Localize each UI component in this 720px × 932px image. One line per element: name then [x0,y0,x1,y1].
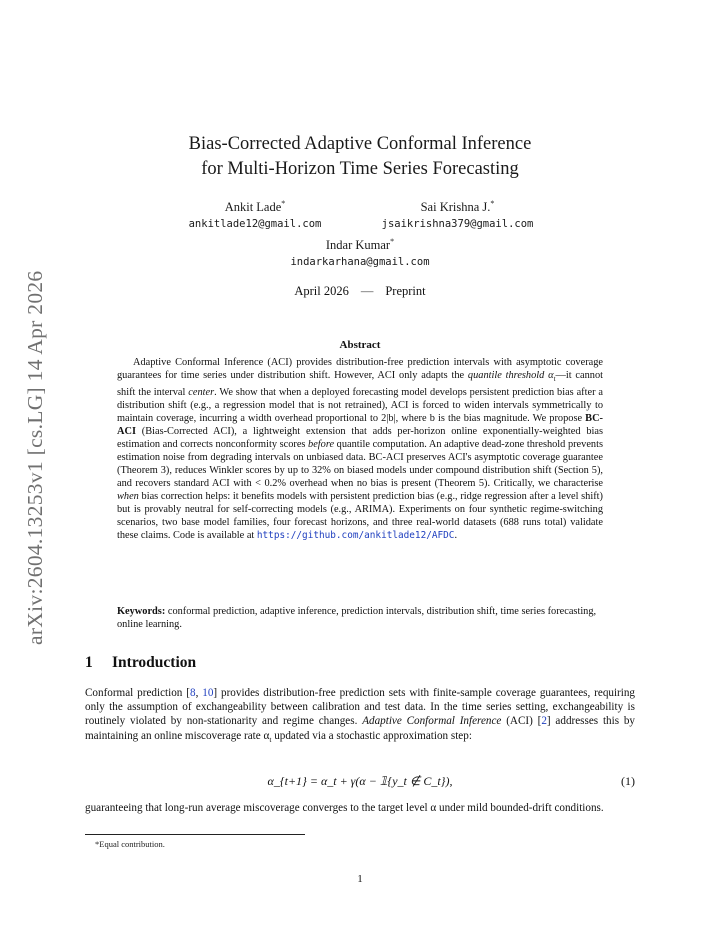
section-number: 1 [85,654,93,671]
body-text: updated via a stochastic approximation step: [271,729,472,742]
equation-number: (1) [621,774,635,788]
author-block-3 [260,237,460,268]
author-mark: * [281,199,286,208]
citation-link[interactable]: 10 [202,687,214,699]
citation-link[interactable]: 2 [541,715,547,728]
code-link[interactable]: https://github.com/ankitlade12/AFDC [256,530,455,542]
publication-status: Preprint [385,284,426,298]
equation-1 [85,774,635,792]
method-name: BC-ACI [117,413,603,438]
abstract-heading: Abstract [339,339,381,351]
body-subscript: t [269,734,272,744]
body-text: (ACI) [ [501,715,542,728]
abstract-text: . [454,530,458,542]
page-number: 1 [357,873,363,885]
author-name: Sai Krishna J. [420,200,491,215]
body-emphasis: Adaptive Conformal Inference [362,715,502,728]
author-mark: * [490,199,495,208]
abstract-emphasis: when [117,491,139,503]
author-name: Ankit Lade [224,200,282,215]
date-separator: — [360,284,374,298]
section-heading-introduction [85,654,196,672]
intro-paragraph-1 [85,686,635,747]
section-title: Introduction [112,654,197,671]
author-email[interactable]: ankitlade12@gmail.com [188,218,322,231]
abstract-text: Adaptive Conformal Inference (ACI) provides distribution-free prediction intervals with asymptotic coverage guarantees for time series under distribution shift. However, ACI only adapts the [117,357,603,381]
author-block-2 [355,199,560,230]
abstract-symbol: α [544,370,554,381]
footnote: *Equal contribution. [95,839,165,849]
paper-title-line-1: Bias-Corrected Adaptive Conformal Inference [188,134,532,154]
abstract-text: quantile computation. An adaptive dead-zone threshold prevents estimation noise from degrading intervals on unbiased data. BC-ACI preserves ACI's asymptotic coverage guarantee (Theorem 3), reduces Winkler scores by up to 32% on biased models under compound distribution shift (Section 5), and recovers standard ACI with < 0.2% overhead when no bias is present (Theorem 5). Critically, we characterise [117,439,603,490]
body-text: , [195,687,203,699]
abstract-emphasis: quantile threshold [467,370,545,381]
body-text: ] provides distribution-free prediction sets with finite-sample coverage guarantees, requiring only the assumption of exchangeability between calibration and test data. In the time series setting, exchangeability is routinely violated by non-stationarity and regime changes. [85,687,636,728]
abstract-text: —it cannot shift the interval [117,370,604,399]
keywords-list: conformal prediction, adaptive inference, prediction intervals, distribution shift, time series forecasting, online learning. [117,606,597,630]
body-text: Conformal prediction [ [85,687,190,699]
abstract-subscript: t [553,375,556,384]
publication-date: April 2026 [294,284,349,298]
keywords-label: Keywords: [117,606,166,617]
author-mark: * [390,237,395,246]
abstract-emphasis: before [308,439,335,451]
abstract-emphasis: center [188,387,215,399]
citation-link[interactable]: 8 [189,687,196,699]
author-name: Indar Kumar [325,238,391,253]
abstract-text: bias correction helps: it benefits models with persistent prediction bias (e.g., ridge regression after a level shift) but is provably neutral for self-correcting models (e.g., ARIMA). Experiments on four synthetic regime-switching scenarios, two base model families, four forecast horizons, and three real-world datasets (688 runs total) validate these claims. Code is available at [117,491,603,542]
keywords [117,605,603,631]
footnote-rule [85,834,305,835]
abstract-text: (Bias-Corrected ACI), a lightweight extension that adds per-horizon online exponentially-weighted bias estimation and corrects nonconformity scores [117,426,603,451]
author-email[interactable]: indarkarhana@gmail.com [290,256,430,269]
arxiv-identifier: arXiv:2604.13253v1 [cs.LG] 14 Apr 2026 [23,270,47,645]
author-email[interactable]: jsaikrishna379@gmail.com [381,218,534,231]
author-block-1 [165,199,345,230]
equation-body: α_{t+1} = α_t + γ(α − 𝟙{y_t ∉ C_t}), [267,774,453,788]
paper-title-line-2: for Multi-Horizon Time Series Forecasting [201,159,519,179]
abstract-text: . We show that when a deployed forecasting model develops persistent prediction bias after a distribution shift (e.g., a regression model that is not retrained), ACI is forced to widen intervals symmetrically to maintain coverage, incurring a width overhead proportional to 2|b|, where b is the bias magnitude. We propose [117,387,603,425]
body-text: ] addresses this by maintaining an online miscoverage rate α [85,715,635,742]
date-line [160,284,560,299]
abstract-body [117,356,603,542]
intro-paragraph-2: guaranteeing that long-run average miscoverage converges to the target level α under mild bounded-drift conditions. [85,802,604,814]
